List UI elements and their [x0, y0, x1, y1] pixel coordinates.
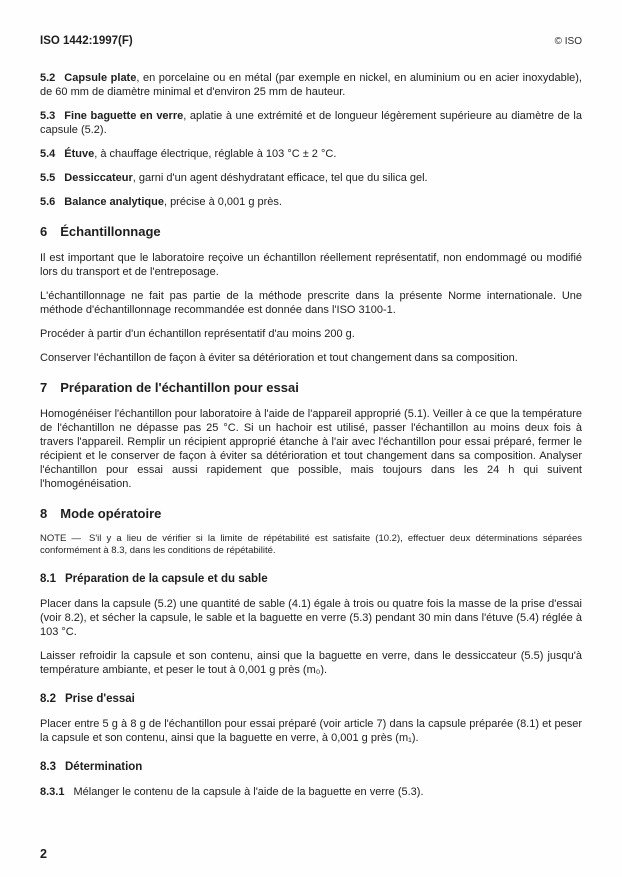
section-heading-6	[40, 224, 582, 240]
subsection-heading-8-3	[40, 760, 582, 775]
note-label: NOTE —	[40, 533, 81, 544]
section-title: Échantillonnage	[60, 224, 161, 239]
clause-term: Fine baguette en verre	[64, 110, 184, 122]
section-number: 8	[40, 506, 48, 521]
document-reference: ISO 1442:1997(F)	[40, 35, 133, 47]
clause-text: , précise à 0,001 g près.	[163, 196, 282, 208]
subsection-heading-8-1	[40, 572, 582, 587]
clause-number: 5.3	[40, 110, 56, 122]
copyright-notice: © ISO	[554, 36, 582, 47]
page-number: 2	[40, 847, 47, 861]
clause-5-4	[40, 147, 582, 161]
note-text: S'il y a lieu de vérifier si la limite de répétabilité est satisfaite (10.2), effectuer deux déterminations séparées conformément à 8.3, dans les conditions de répétabilité.	[40, 533, 582, 556]
section-number: 6	[40, 224, 48, 239]
subsection-title: Préparation de la capsule et du sable	[65, 573, 268, 585]
page-body	[40, 71, 582, 799]
clause-text: , aplatie à une extrémité et de longueur légèrement supérieure au diamètre de la capsule (5.2).	[40, 110, 582, 136]
clause-5-5	[40, 171, 582, 185]
clause-number: 5.4	[40, 148, 56, 160]
clause-term: Étuve	[64, 148, 95, 160]
subsection-title: Prise d'essai	[65, 693, 135, 705]
clause-number: 8.3.1	[40, 786, 65, 798]
paragraph: Homogénéiser l'échantillon pour laboratoire à l'aide de l'appareil approprié (5.1). Veiller à ce que la température de l'échantillon ne dépasse pas 25 °C. Si un hachoir est utilisé, passer l'échantillon au moins deux fois à travers l'appareil. Remplir un récipient approprié étanche à l'air avec l'échantillon pour essai préparé, fermer le récipient et le conserver de façon à éviter sa détérioration et tout changement dans sa composition. Analyser l'échantillon pour essai aussi rapidement que possible, mais toujours dans les 24 h qui suivent l'homogénéisation.	[40, 408, 582, 490]
paragraph: Placer entre 5 g à 8 g de l'échantillon pour essai préparé (voir article 7) dans la capsule préparée (8.1) et peser la capsule et son contenu, ainsi que la baguette en verre, à 0,001 g près (m₁).	[40, 718, 582, 744]
note	[40, 533, 582, 557]
paragraph: Laisser refroidir la capsule et son contenu, ainsi que la baguette en verre, dans le dessiccateur (5.5) jusqu'à température ambiante, et peser le tout à 0,001 g près (m₀).	[40, 650, 582, 676]
clause-5-2	[40, 71, 582, 99]
clause-5-3	[40, 109, 582, 137]
page-header	[40, 34, 582, 49]
subsection-number: 8.2	[40, 693, 56, 705]
subsection-number: 8.3	[40, 761, 56, 773]
section-heading-8	[40, 506, 582, 522]
section-heading-7	[40, 380, 582, 396]
clause-8-3-1	[40, 785, 582, 799]
section-title: Mode opératoire	[60, 506, 162, 521]
subsection-number: 8.1	[40, 573, 56, 585]
section-number: 7	[40, 380, 48, 395]
clause-5-6	[40, 195, 582, 209]
clause-text: Mélanger le contenu de la capsule à l'aide de la baguette en verre (5.3).	[73, 786, 424, 798]
clause-number: 5.5	[40, 172, 56, 184]
clause-term: Dessiccateur	[64, 172, 133, 184]
clause-text: , en porcelaine ou en métal (par exemple en nickel, en aluminium ou en acier inoxydable), de 60 mm de diamètre minimal et d'environ 25 mm de hauteur.	[40, 72, 582, 98]
paragraph: Conserver l'échantillon de façon à éviter sa détérioration et tout changement dans sa composition.	[40, 352, 518, 364]
section-title: Préparation de l'échantillon pour essai	[60, 380, 299, 395]
clause-number: 5.2	[40, 72, 56, 84]
clause-term: Balance analytique	[64, 196, 164, 208]
subsection-title: Détermination	[65, 761, 143, 773]
paragraph: L'échantillonnage ne fait pas partie de la méthode prescrite dans la présente Norme internationale. Une méthode d'échantillonnage recommandée est donnée dans l'ISO 3100-1.	[40, 290, 582, 316]
paragraph: Procéder à partir d'un échantillon représentatif d'au moins 200 g.	[40, 328, 355, 340]
clause-number: 5.6	[40, 196, 56, 208]
paragraph: Il est important que le laboratoire reçoive un échantillon réellement représentatif, non endommagé ou modifié lors du transport et de l'entreposage.	[40, 252, 582, 278]
clause-term: Capsule plate	[64, 72, 137, 84]
subsection-heading-8-2	[40, 692, 582, 707]
clause-text: , à chauffage électrique, réglable à 103 °C ± 2 °C.	[94, 148, 337, 160]
paragraph: Placer dans la capsule (5.2) une quantité de sable (4.1) égale à trois ou quatre fois la masse de la prise d'essai (voir 8.2), et sécher la capsule, le sable et la baguette en verre (5.3) pendant 30 min dans l'étuve (5.4) réglée à 103 °C.	[40, 598, 582, 638]
clause-text: , garni d'un agent déshydratant efficace, tel que du silica gel.	[132, 172, 428, 184]
